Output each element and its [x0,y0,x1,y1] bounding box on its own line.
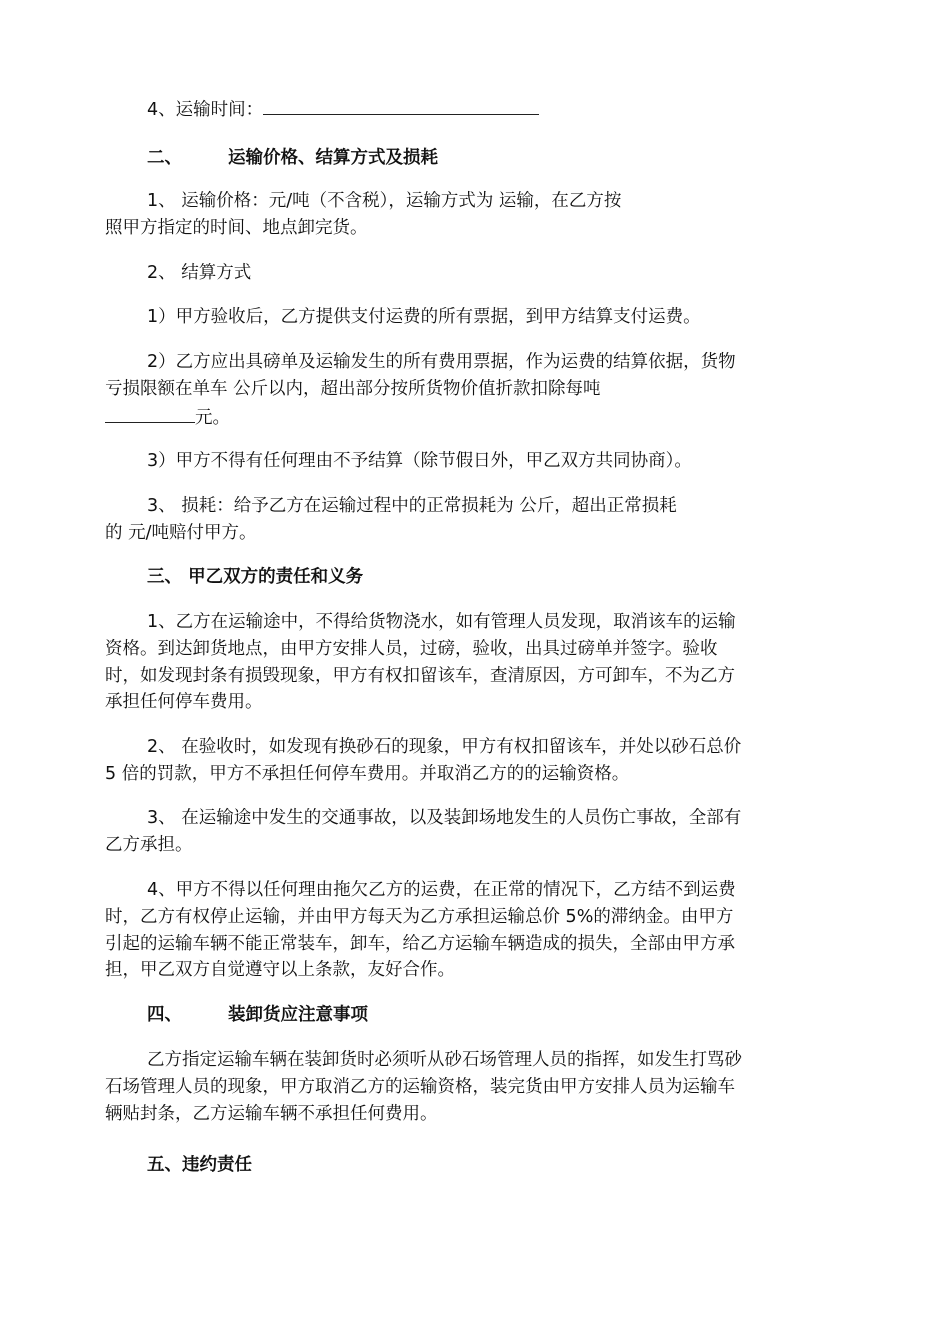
paragraph: 照甲方指定的时间、地点卸完货。 [105,218,368,238]
paragraph: 乙方指定运输车辆在装卸货时必须听从砂石场管理人员的指挥，如发生打骂砂 [147,1050,742,1070]
paragraph: 3、 损耗：给予乙方在运输过程中的正常损耗为 公斤，超出正常损耗 [147,496,677,516]
section-4-title: 装卸货应注意事项 [228,1005,368,1025]
paragraph: 石场管理人员的现象，甲方取消乙方的运输资格，装完货由甲方安排人员为运输车 [105,1077,735,1097]
paragraph: 4、甲方不得以任何理由拖欠乙方的运费，在正常的情况下，乙方结不到运费 [147,880,736,900]
paragraph: 2）乙方应出具磅单及运输发生的所有费用票据，作为运费的结算依据，货物 [147,352,736,372]
paragraph: 元。 [195,408,230,428]
paragraph: 引起的运输车辆不能正常装车，卸车，给乙方运输车辆造成的损失，全部由甲方承 [105,934,735,954]
paragraph: 乙方承担。 [105,835,193,855]
paragraph: 承担任何停车费用。 [105,692,263,712]
paragraph: 5 倍的罚款，甲方不承担任何停车费用。并取消乙方的的运输资格。 [105,764,630,784]
paragraph: 辆贴封条，乙方运输车辆不承担任何费用。 [105,1104,438,1124]
section-5-heading: 五、违约责任 [147,1155,252,1175]
paragraph: 3）甲方不得有任何理由不予结算（除节假日外，甲乙双方共同协商）。 [147,451,692,471]
paragraph: 资格。到达卸货地点，由甲方安排人员，过磅，验收，出具过磅单并签字。验收 [105,639,718,659]
paragraph: 时，如发现封条有损毁现象，甲方有权扣留该车，查清原因，方可卸车，不为乙方 [105,666,735,686]
section-4-number: 四、 [147,1005,182,1025]
section-3-heading: 三、 甲乙双方的责任和义务 [147,567,364,587]
paragraph: 2、 结算方式 [147,263,252,283]
paragraph: 1、乙方在运输途中，不得给货物浇水，如有管理人员发现，取消该车的运输 [147,612,736,632]
deduction-blank [105,404,195,423]
paragraph: 时，乙方有权停止运输，并由甲方每天为乙方承担运输总价 5%的滞纳金。由甲方 [105,907,734,927]
paragraph: 担，甲乙双方自觉遵守以上条款，友好合作。 [105,960,455,980]
paragraph-with-blank [105,404,230,430]
transport-time-blank [263,96,539,115]
paragraph: 1、 运输价格：元/吨（不含税），运输方式为 运输，在乙方按 [147,191,622,211]
paragraph: 的 元/吨赔付甲方。 [105,523,257,543]
section-4-heading [147,1003,368,1027]
paragraph: 1）甲方验收后，乙方提供支付运费的所有票据，到甲方结算支付运费。 [147,307,701,327]
section-2-heading [147,146,438,170]
paragraph: 2、 在验收时，如发现有换砂石的现象，甲方有权扣留该车，并处以砂石总价 [147,737,742,757]
section-2-title: 运输价格、结算方式及损耗 [228,148,438,168]
paragraph: 亏损限额在单车 公斤以内，超出部分按所货物价值折款扣除每吨 [105,379,601,399]
transport-time-line [147,96,539,122]
section-2-number: 二、 [147,148,182,168]
transport-time-label: 4、运输时间： [147,100,264,120]
paragraph: 3、 在运输途中发生的交通事故，以及装卸场地发生的人员伤亡事故，全部有 [147,808,742,828]
